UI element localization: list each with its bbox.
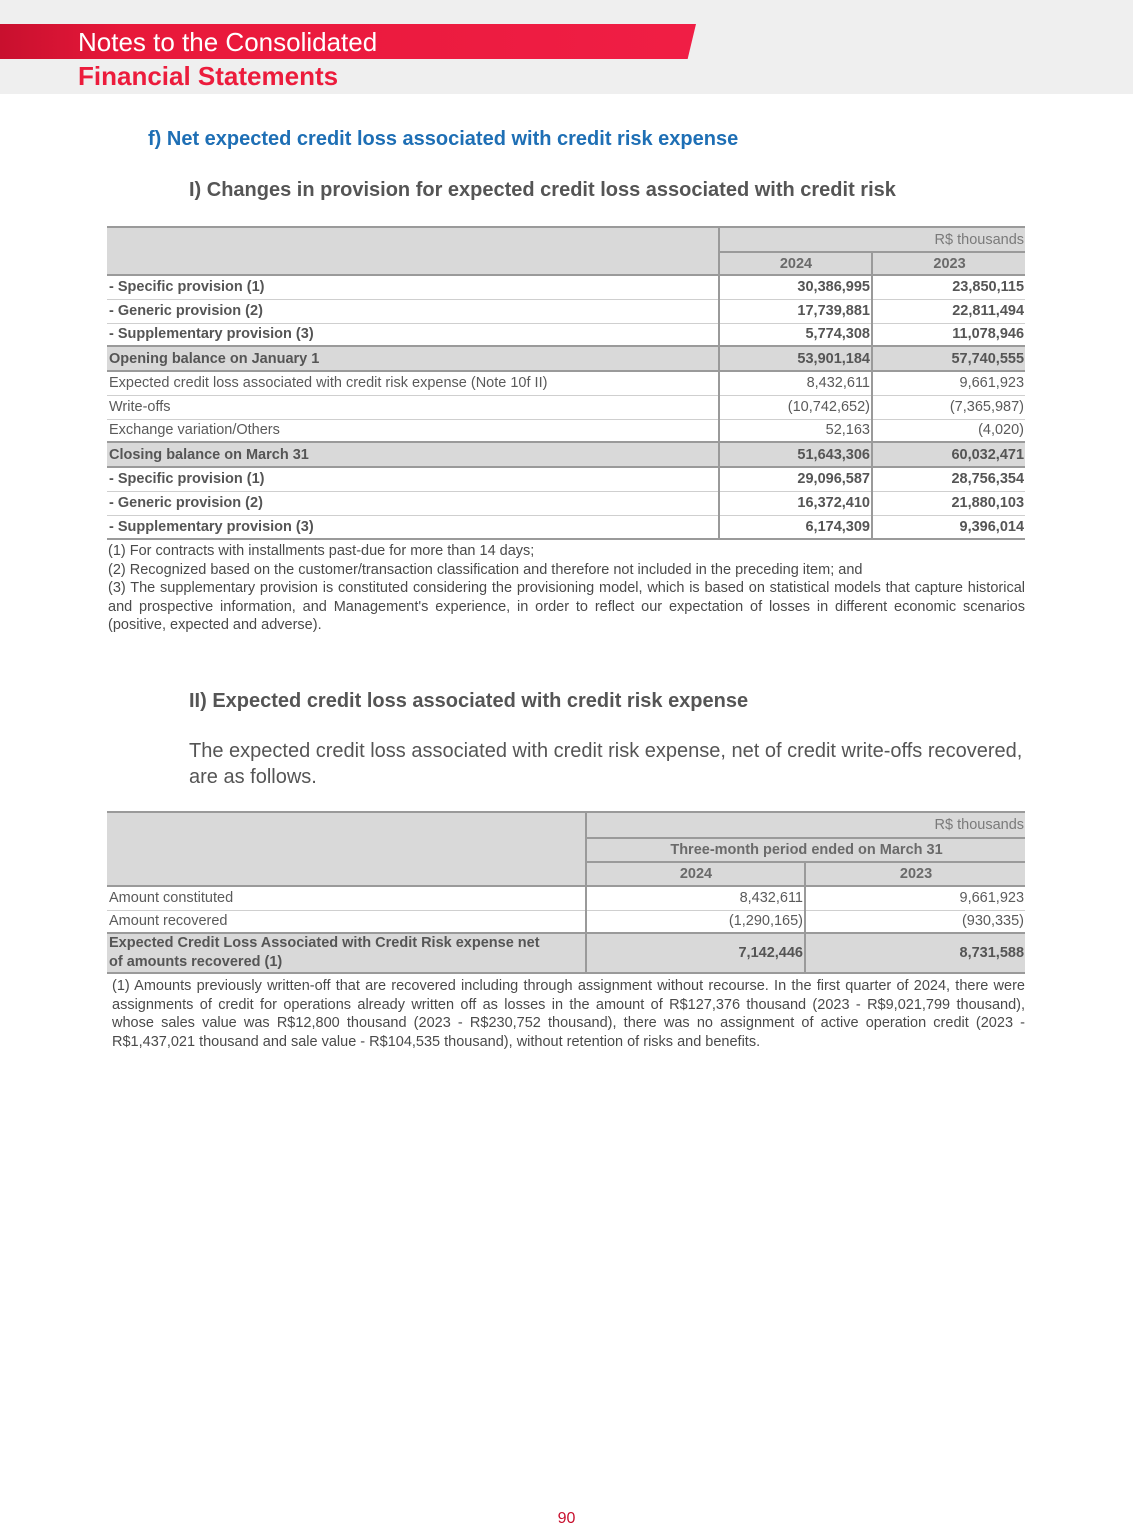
table-row: Amount constituted 8,432,611 9,661,923 [107, 886, 1025, 910]
table-row-total: Opening balance on January 1 53,901,184 57,740,555 [107, 346, 1025, 371]
page-number: 90 [557, 1510, 576, 1527]
table1-subtitle: I) Changes in provision for expected credit loss associated with credit risk [189, 179, 896, 201]
table-row-total: Closing balance on March 31 51,643,306 60,032,471 [107, 442, 1025, 467]
table-row: Write-offs (10,742,652) (7,365,987) [107, 395, 1025, 419]
table2-subtitle: II) Expected credit loss associated with credit risk expense [189, 690, 749, 712]
table-row: - Specific provision (1) 29,096,587 28,756,354 [107, 467, 1025, 491]
table1-year-2024: 2024 [719, 252, 872, 275]
table2-footnote: (1) Amounts previously written-off that are recovered including through assignment without recourse. In the first quarter of 2024, there were assignments of credit for operations already written off as losses in the amount of R$127,376 thousand (2023 - R$9,021,799 thousand), whose sales value was R$12,800 thousand (2023 - R$230,752 thousand), there was no assignment of active operation credit (2023 - R$1,437,021 thousand and sale value - R$104,535 thousand), without retention of risks and benefits. [112, 978, 1025, 1050]
table2-intro-paragraph: The expected credit loss associated with credit risk expense, net of credit write-offs recovered, are as follows. [189, 740, 1023, 788]
footnote-2: (2) Recognized based on the customer/transaction classification and therefore not included in the preceding item; and [108, 561, 863, 578]
table2-year-2023: 2023 [805, 862, 1025, 886]
table-row: - Generic provision (2) 17,739,881 22,811,494 [107, 299, 1025, 323]
header-title-line2: Financial Statements [78, 61, 339, 91]
table2-year-2024: 2024 [586, 862, 805, 886]
footnote-3: (3) The supplementary provision is constituted considering the provisioning model, which is based on statistical models that capture historical and prospective information, and Management's experience, in order to reflect our expectation of losses in different economic scenarios (positive, expected and adverse). [108, 580, 1025, 633]
table-row: - Specific provision (1) 30,386,995 23,850,115 [107, 275, 1025, 299]
table-row-total: Expected Credit Loss Associated with Credit Risk expense net of amounts recovered (1) 7,142,446 8,731,588 [107, 933, 1025, 973]
table-row: - Supplementary provision (3) 6,174,309 9,396,014 [107, 515, 1025, 539]
table2-period-header: Three-month period ended on March 31 [586, 838, 1025, 862]
table-row: Exchange variation/Others 52,163 (4,020) [107, 419, 1025, 442]
section-title: f) Net expected credit loss associated with credit risk expense [148, 128, 739, 150]
table1-year-2023: 2023 [872, 252, 1025, 275]
footnote-1: (1) For contracts with installments past-due for more than 14 days; [108, 543, 535, 559]
table1-footnotes [108, 542, 1025, 635]
provision-changes-table [107, 226, 1025, 540]
table2-unit: R$ thousands [586, 812, 1025, 838]
table-row: Amount recovered (1,290,165) (930,335) [107, 910, 1025, 933]
table-row: - Generic provision (2) 16,372,410 21,880,103 [107, 491, 1025, 515]
table-row: - Supplementary provision (3) 5,774,308 11,078,946 [107, 323, 1025, 346]
credit-loss-expense-table [107, 811, 1025, 974]
table-row: Expected credit loss associated with credit risk expense (Note 10f II) 8,432,611 9,661,923 [107, 371, 1025, 395]
table1-unit: R$ thousands [719, 227, 1025, 252]
header-title-line1: Notes to the Consolidated [78, 27, 378, 57]
